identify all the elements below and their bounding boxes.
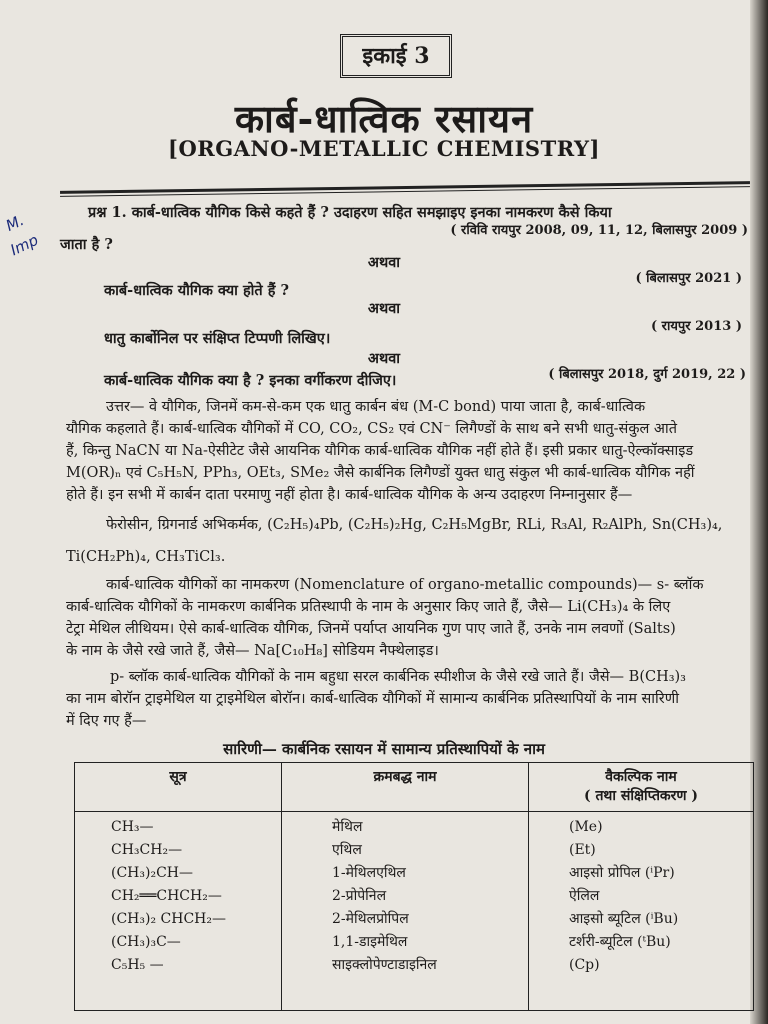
systematic-cell: 2-मेथिलप्रोपिल bbox=[332, 911, 409, 927]
systematic-cell: 2-प्रोपेनिल bbox=[332, 888, 387, 904]
systematic-cell: एथिल bbox=[332, 842, 362, 858]
formula-cell: CH₃— bbox=[111, 819, 154, 835]
table-row bbox=[75, 812, 754, 1011]
alternative-cell: (Cp) bbox=[569, 957, 600, 973]
answer-line-3: हैं, किन्तु NaCN या Na-ऐसीटेट जैसे आयनिक यौगिक कार्ब-धात्विक यौगिक नहीं होते हैं। इसी प्रकार धातु-ऐल्कॉक्साइड bbox=[66, 443, 694, 459]
question-reference-2: ( बिलासपुर 2021 ) bbox=[635, 271, 742, 286]
nomenclature-line-4: के नाम के जैसे रखे जाते हैं, जैसे— Na[C₁₀H₈] सोडियम नैफ्थेलाइड। bbox=[66, 643, 439, 659]
nomenclature-line-7: में दिए गए हैं— bbox=[66, 713, 147, 729]
alternative-cell: आइसो प्रोपिल (ⁱPr) bbox=[569, 865, 675, 881]
answer-line-4: M(OR)ₙ एवं C₅H₅N, PPh₃, OEt₃, SMe₂ जैसे कार्बनिक लिगैण्डों युक्त धातु संकुल भी कार्ब-धात्विक यौगिक नहीं bbox=[66, 465, 695, 481]
header-systematic-name: क्रमबद्ध नाम bbox=[282, 763, 529, 812]
question-line-2: जाता है ? bbox=[60, 236, 113, 253]
alternative-column bbox=[529, 812, 754, 1011]
question-line-1: प्रश्न 1. कार्ब-धात्विक यौगिक किसे कहते हैं ? उदाहरण सहित समझाइए इनका नामकरण कैसे किया bbox=[88, 204, 612, 221]
or-separator-2: अथवा bbox=[367, 300, 401, 317]
or-separator-3: अथवा bbox=[367, 350, 401, 367]
formula-cell: CH₂══CHCH₂— bbox=[111, 888, 222, 904]
unit-label: इकाई 3 bbox=[340, 34, 452, 78]
nomenclature-line-5: p- ब्लॉक कार्ब-धात्विक यौगिकों के नाम बहुधा सरल कार्बनिक स्पीशीज के जैसे रखे जाते हैं। जैसे— B(CH₃)₃ bbox=[110, 669, 686, 685]
question-reference-3: ( रायपुर 2013 ) bbox=[651, 319, 742, 334]
systematic-cell: 1,1-डाइमेथिल bbox=[332, 934, 408, 950]
alternative-cell: ऐलिल bbox=[569, 888, 600, 904]
nomenclature-line-2: कार्ब-धात्विक यौगिकों के नामकरण कार्बनिक प्रतिस्थापी के नाम के अनुसार किए जाते हैं, जैसे— Li(CH₃)₄ के लिए bbox=[66, 599, 671, 615]
chapter-title-hindi: कार्ब-धात्विक रसायन bbox=[234, 96, 534, 141]
systematic-cell: साइक्लोपेण्टाडाइनिल bbox=[332, 957, 437, 973]
table-caption: सारिणी— कार्बनिक रसायन में सामान्य प्रतिस्थापियों के नाम bbox=[223, 740, 545, 758]
table-header-row bbox=[75, 763, 754, 812]
formula-cell: (CH₃)₃C— bbox=[111, 934, 181, 950]
answer-line-1: उत्तर— वे यौगिक, जिनमें कम-से-कम एक धातु कार्बन बंध (M-C bond) पाया जाता है, कार्ब-धात्विक bbox=[106, 399, 646, 415]
alternative-cell: (Et) bbox=[569, 842, 596, 858]
question-alt-4: कार्ब-धात्विक यौगिक क्या है ? इनका वर्गीकरण दीजिए। bbox=[104, 372, 397, 389]
formula-cell: (CH₃)₂ CHCH₂— bbox=[111, 911, 226, 927]
nomenclature-line-3: टेट्रा मेथिल लीथियम। ऐसे कार्ब-धात्विक यौगिक, जिनमें पर्याप्त आयनिक गुण पाए जाते हैं, उनके नाम लवणों (Salts) bbox=[66, 621, 676, 637]
formula-cell: CH₃CH₂— bbox=[111, 842, 183, 858]
nomenclature-line-6: का नाम बोरॉन ट्राइमेथिल या ट्राइमेथिल बोरॉन। कार्ब-धात्विक यौगिकों में सामान्य कार्बनिक प्रतिस्थापियों के नाम सारिणी bbox=[66, 691, 679, 707]
alternative-cell: आइसो ब्यूटिल (ⁱBu) bbox=[569, 911, 679, 927]
handwritten-note: M. bbox=[3, 211, 27, 235]
question-reference-4: ( बिलासपुर 2018, दुर्ग 2019, 22 ) bbox=[548, 367, 746, 382]
formula-column bbox=[75, 812, 282, 1011]
answer-examples-2: Ti(CH₂Ph)₄, CH₃TiCl₃. bbox=[66, 549, 226, 565]
answer-examples-1: फेरोसीन, ग्रिगनार्ड अभिकर्मक, (C₂H₅)₄Pb, (C₂H₅)₂Hg, C₂H₅MgBr, RLi, R₃Al, R₂AlPh, Sn(CH₃)₄, bbox=[106, 517, 723, 533]
answer-line-2: यौगिक कहलाते हैं। कार्ब-धात्विक यौगिकों में CO, CO₂, CS₂ एवं CN⁻ लिगैण्डों के साथ बने सभी धातु-संकुल आते bbox=[66, 421, 678, 437]
nomenclature-line-1: कार्ब-धात्विक यौगिकों का नामकरण (Nomenclature of organo-metallic compounds)— s- ब्लॉक bbox=[106, 577, 704, 593]
question-alt-3: धातु कार्बोनिल पर संक्षिप्त टिप्पणी लिखिए। bbox=[104, 330, 331, 347]
systematic-cell: 1-मेथिलएथिल bbox=[332, 865, 406, 881]
question-alt-2: कार्ब-धात्विक यौगिक क्या होते हैं ? bbox=[104, 282, 289, 299]
header-formula: सूत्र bbox=[75, 763, 282, 812]
formula-cell: C₅H₅ — bbox=[111, 957, 164, 973]
chapter-title-english: [ORGANO-METALLIC CHEMISTRY] bbox=[168, 136, 600, 161]
handwritten-note-imp: Imp bbox=[7, 230, 42, 260]
formula-cell: (CH₃)₂CH— bbox=[111, 865, 193, 881]
header-alternative-name: वैकल्पिक नाम ( तथा संक्षिप्तिकरण ) bbox=[529, 763, 754, 812]
question-reference-1: ( रविवि रायपुर 2008, 09, 11, 12, बिलासपुर 2009 ) bbox=[450, 223, 748, 238]
systematic-column bbox=[282, 812, 529, 1011]
systematic-cell: मेथिल bbox=[332, 819, 363, 835]
substituent-names-table bbox=[74, 762, 754, 1011]
answer-line-5: होते हैं। इन सभी में कार्बन दाता परमाणु नहीं होता है। कार्ब-धात्विक यौगिक के अन्य उदाहरण निम्नानुसार हैं— bbox=[66, 487, 633, 503]
alternative-cell: टर्शरी-ब्यूटिल (ᵗBu) bbox=[569, 934, 671, 950]
alternative-cell: (Me) bbox=[569, 819, 603, 835]
or-separator-1: अथवा bbox=[367, 254, 401, 271]
